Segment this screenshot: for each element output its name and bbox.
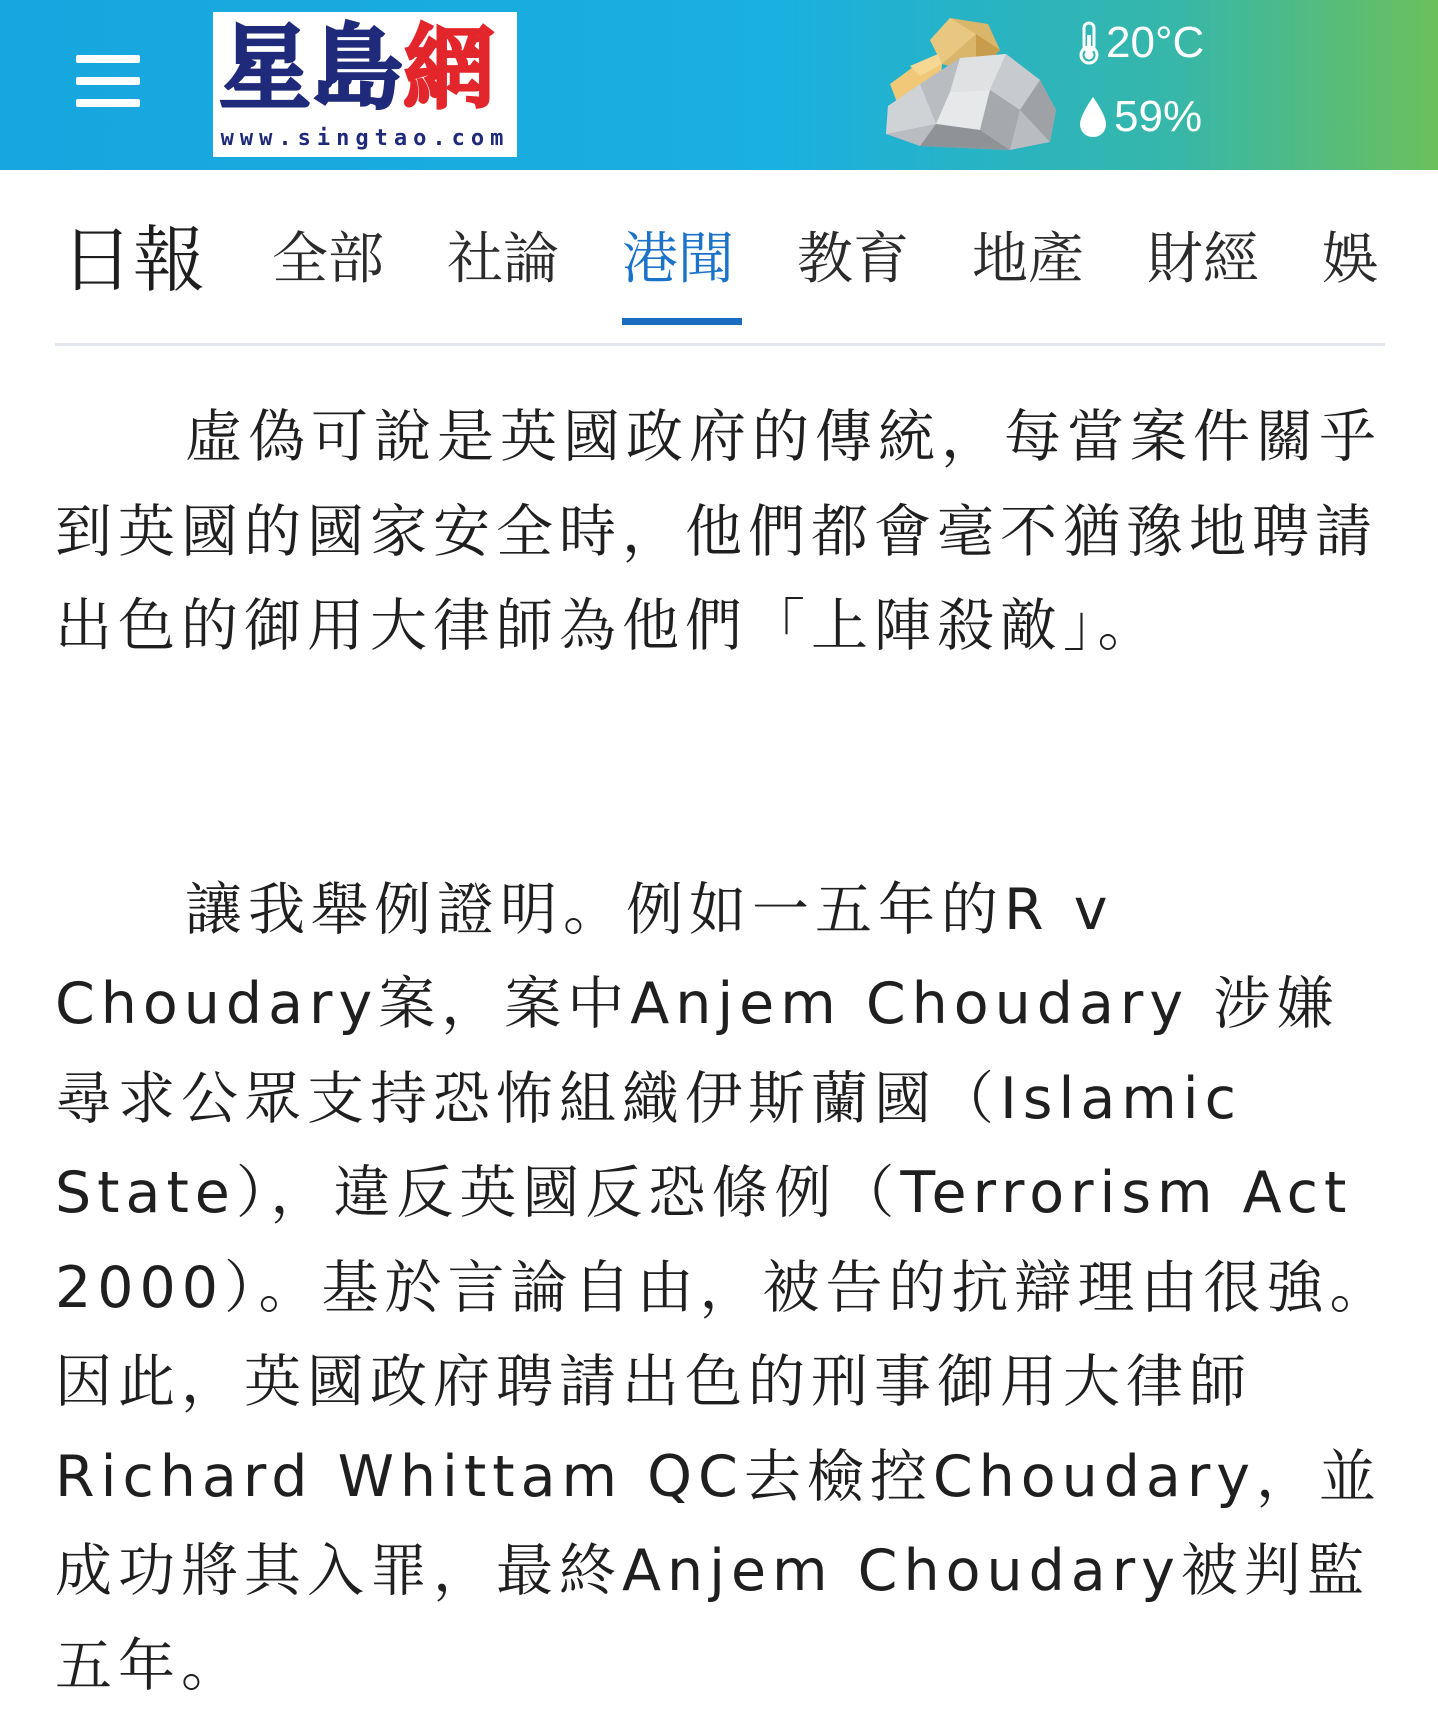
article-paragraph: 讓我舉例證明。例如一五年的R v Choudary案，案中Anjem Choudary 涉嫌尋求公眾支持恐怖組織伊斯蘭國（Islamic State），違反英國反恐條例（Terrorism Act 2000）。基於言論自由，被告的抗辯理由很強。因此，英國政府聘請出色的刑事御用大律師Richard Whittam QC去檢控Choudary，並成功將其入罪，最終Anjem Choudary被判監五年。 [55, 863, 1395, 1713]
water-drop-icon [1078, 95, 1108, 139]
partly-cloudy-night-icon[interactable] [880, 14, 1060, 156]
logo-url: www.singtao.com [217, 124, 513, 154]
humidity-readout [1078, 92, 1202, 142]
tab-finance[interactable]: 財經 [1147, 220, 1259, 300]
tab-education[interactable]: 教育 [797, 220, 909, 300]
logo-wordmark: 星 島 網 [219, 12, 511, 124]
tab-property[interactable]: 地產 [972, 220, 1084, 300]
humidity-value: 59% [1114, 92, 1202, 142]
active-tab-indicator [622, 318, 742, 325]
article-paragraph: 虛偽可說是英國政府的傳統，每當案件關乎到英國的國家安全時，他們都會毫不猶豫地聘請出色的御用大律師為他們「上陣殺敵」。 [55, 390, 1395, 674]
tab-editorial[interactable]: 社論 [447, 220, 559, 300]
tab-all[interactable]: 全部 [272, 220, 384, 300]
menu-icon[interactable] [76, 55, 140, 109]
section-nav [55, 170, 1385, 346]
top-header [0, 0, 1438, 170]
tab-entertainment[interactable]: 娛 [1322, 220, 1378, 300]
tab-hk-news[interactable]: 港聞 [622, 220, 734, 300]
article-body [55, 390, 1395, 1713]
singtao-logo[interactable] [213, 12, 517, 157]
thermometer-icon [1078, 21, 1100, 65]
section-title: 日報 [61, 215, 205, 305]
temperature-readout [1078, 18, 1204, 68]
temperature-value: 20°C [1106, 18, 1204, 68]
nav-divider [55, 343, 1385, 346]
